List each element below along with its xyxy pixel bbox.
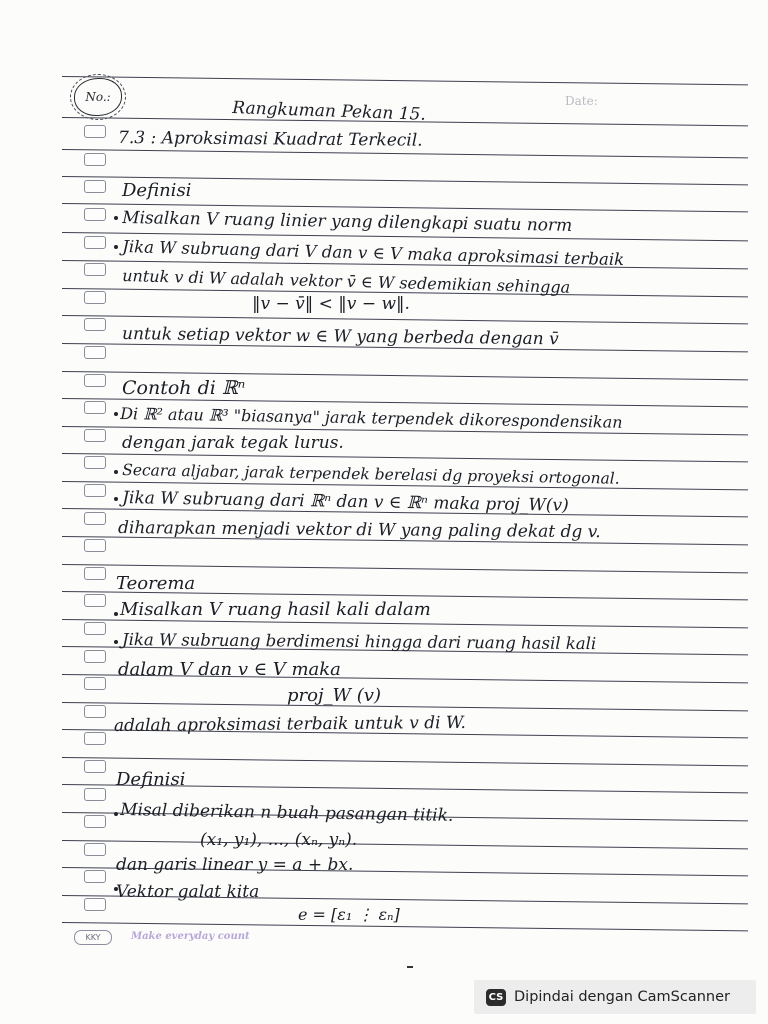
margin-checkbox [84,208,106,221]
no-badge [74,78,122,116]
margin-checkbox [84,898,106,911]
ruled-line [62,564,748,573]
no-label: No.: [85,90,111,104]
page-mark [407,966,413,968]
formula-line: (x₁, y₁), ..., (xₙ, yₙ). [200,830,358,850]
note-line: adalah aproksimasi terbaik untuk v di W. [113,712,466,736]
ruled-line [62,76,748,85]
camscanner-logo-icon: CS [486,989,506,1006]
margin-checkbox [84,843,106,856]
note-line: diharapkan menjadi vektor di W yang paling dekat dg v. [118,518,601,543]
note-line: untuk v di W adalah vektor v̄ ∈ W sedemikian sehingga [122,266,571,297]
scanner-watermark [474,980,756,1014]
ruled-line [62,702,748,711]
section-heading: 7.3 : Aproksimasi Kuadrat Terkecil. [118,128,423,151]
margin-checkbox [84,125,106,138]
date-label: Date: [565,94,598,108]
theorem-heading: Teorema [116,573,196,594]
note-line: dalam V dan v ∈ V maka [118,659,341,680]
bullet-dot [114,497,118,501]
margin-checkbox [84,677,106,690]
bullet-dot [114,216,118,220]
note-line: Jika W subruang dari ℝⁿ dan v ∈ ℝⁿ maka proj_W(v) [122,488,569,516]
page-title: Rangkuman Pekan 15. [232,98,427,125]
note-line: Misal diberikan n buah pasangan titik. [120,800,454,826]
margin-checkbox [84,484,106,497]
formula-line: e = [ε₁ ⋮ εₙ] [298,905,400,924]
ruled-line [62,840,748,849]
brand-badge: KKY [74,930,112,945]
slogan: Make everyday count [131,931,250,942]
margin-checkbox [84,291,106,304]
margin-checkbox [84,153,106,166]
ruled-line [62,922,748,931]
scanner-text: Dipindai dengan CamScanner [514,989,731,1005]
margin-checkbox [84,263,106,276]
margin-checkbox [84,180,106,193]
note-line: Jika W subruang berdimensi hingga dari ruang hasil kali [122,630,597,654]
example-heading: Contoh di ℝⁿ [122,377,246,399]
bullet-dot [114,245,118,249]
bullet-dot [114,612,118,616]
margin-checkbox [84,870,106,883]
note-line: untuk setiap vektor w ∈ W yang berbeda dengan v̄ [122,324,559,350]
note-line: dengan jarak tegak lurus. [122,433,344,453]
bullet-dot [114,470,118,474]
margin-checkbox [84,401,106,414]
bullet-dot [114,412,118,416]
margin-checkbox [84,539,106,552]
margin-checkbox [84,318,106,331]
margin-checkbox [84,567,106,580]
margin-checkbox [84,705,106,718]
formula-line: ‖v − v̄‖ < ‖v − w‖. [252,294,410,314]
definition-heading: Definisi [116,769,186,790]
margin-checkbox [84,650,106,663]
ruled-line [62,315,748,324]
margin-checkbox [84,760,106,773]
definition-heading: Definisi [122,180,192,201]
note-line: Misalkan V ruang hasil kali dalam [120,599,431,620]
margin-checkbox [84,456,106,469]
margin-checkbox [84,622,106,635]
margin-checkbox [84,346,106,359]
margin-checkbox [84,374,106,387]
margin-checkbox [84,594,106,607]
formula-line: proj_W (v) [287,685,381,706]
ruled-line [62,619,748,628]
margin-checkbox [84,429,106,442]
note-line: Di ℝ² atau ℝ³ "biasanya" jarak terpendek dikorespondensikan [120,404,623,432]
bullet-dot [114,812,118,816]
margin-checkbox [84,815,106,828]
margin-checkbox [84,732,106,745]
note-line: Jika W subruang dari V dan v ∈ V maka aproksimasi terbaik [122,237,625,270]
bullet-dot [114,640,118,644]
margin-checkbox [84,236,106,249]
note-line: Vektor galat kita [116,882,260,902]
note-line: dan garis linear y = a + bx. [116,855,354,875]
note-line: Secara aljabar, jarak terpendek berelasi dg proyeksi ortogonal. [122,461,620,488]
margin-checkbox [84,512,106,525]
ruled-line [62,757,748,766]
note-line: Misalkan V ruang linier yang dilengkapi suatu norm [122,208,573,236]
margin-checkbox [84,788,106,801]
